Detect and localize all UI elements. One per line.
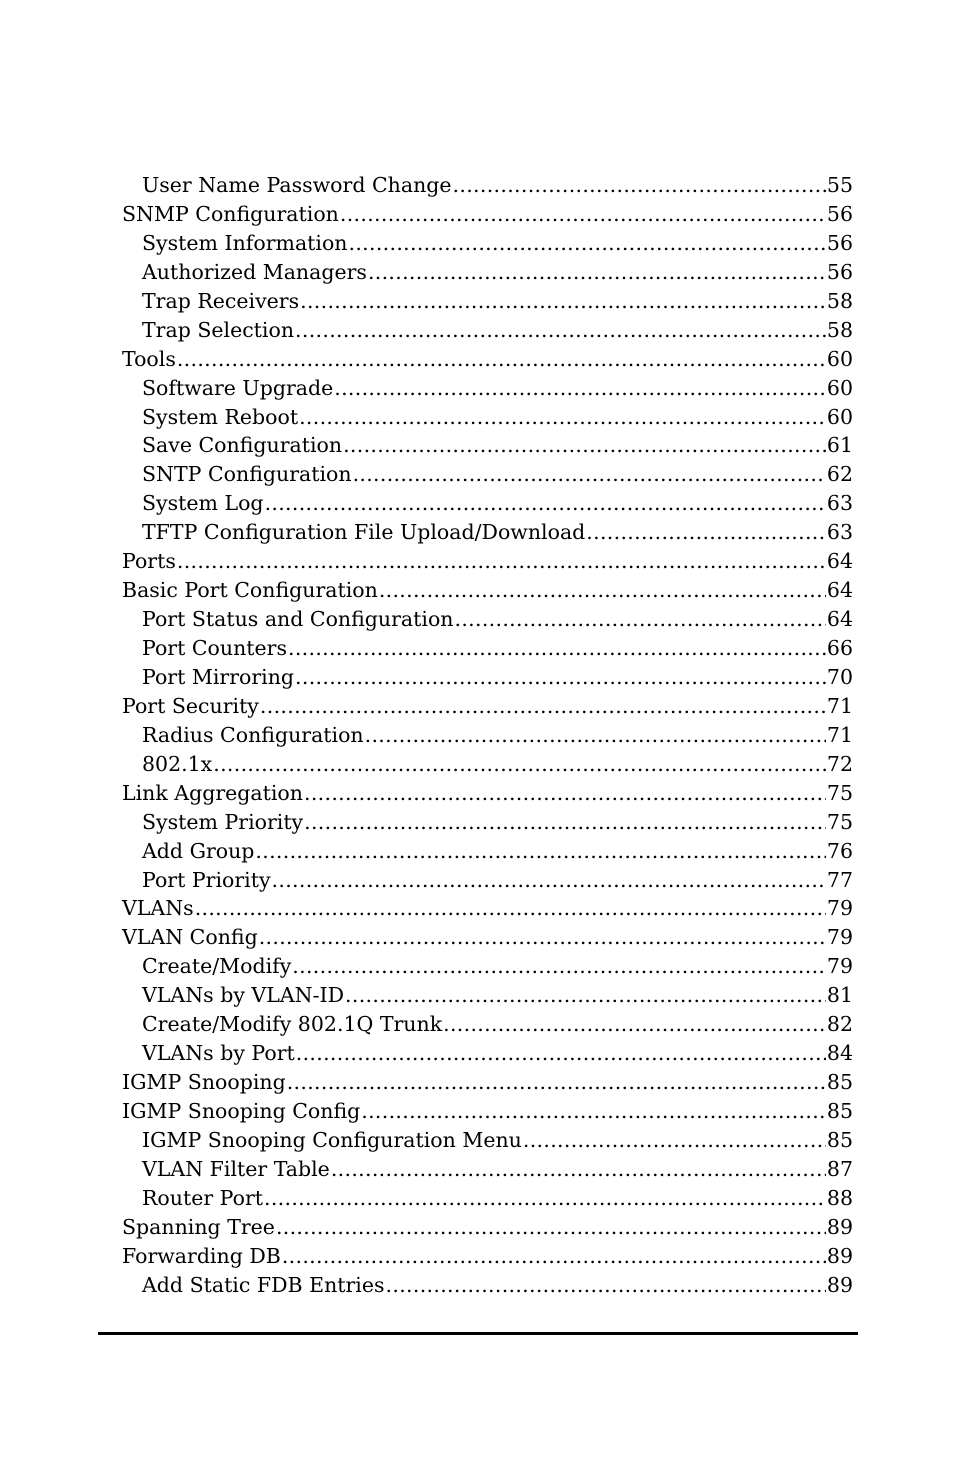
toc-entry-page-number: 77 (826, 867, 853, 892)
toc-entry-title: Trap Selection (142, 317, 295, 342)
toc-entry-page-number: 63 (826, 491, 853, 516)
toc-entry-page-number: 76 (826, 838, 853, 863)
toc-entry-title: Port Counters (142, 636, 287, 660)
toc-entry[interactable] (122, 1155, 853, 1184)
toc-entry[interactable] (122, 518, 853, 547)
toc-entry-title: VLANs by VLAN-ID (142, 983, 345, 1008)
toc-entry[interactable] (122, 721, 853, 750)
dot-leader (177, 547, 826, 576)
toc-entry-page-number: 64 (826, 607, 853, 632)
dot-leader (365, 721, 826, 750)
toc-entry-title: System Log (142, 491, 264, 516)
toc-entry-page-number: 85 (826, 1070, 853, 1095)
toc-entry-title: Authorized Managers (142, 259, 367, 284)
toc-entry-title: VLANs (122, 896, 194, 921)
toc-entry[interactable] (122, 1126, 853, 1155)
toc-entry-title: Router Port (142, 1185, 264, 1210)
toc-entry-page-number: 82 (826, 1012, 853, 1037)
toc-entry-title: User Name Password Change (142, 173, 452, 197)
dot-leader (292, 952, 826, 981)
toc-entry-page-number: 71 (826, 693, 853, 718)
toc-entry-page-number: 56 (826, 259, 853, 284)
toc-entry-page-number: 58 (826, 317, 853, 342)
toc-entry-title: SNTP Configuration (142, 462, 352, 487)
toc-entry-page-number: 81 (826, 983, 853, 1008)
dot-leader (345, 981, 826, 1010)
toc-entry-title: VLAN Filter Table (142, 1156, 330, 1181)
toc-entry-page-number: 79 (826, 896, 853, 921)
toc-entry-title: IGMP Snooping (122, 1070, 286, 1095)
dot-leader (288, 634, 826, 663)
dot-leader (195, 894, 826, 923)
footer-divider (98, 1332, 858, 1335)
toc-entry-title: Tools (122, 346, 176, 371)
toc-entry-page-number: 87 (826, 1156, 853, 1181)
dot-leader (453, 171, 826, 200)
dot-leader (386, 1271, 826, 1300)
toc-entry[interactable] (122, 605, 853, 634)
dot-leader (379, 576, 826, 605)
toc-entry[interactable] (122, 1068, 853, 1097)
toc-entry[interactable] (122, 1039, 853, 1068)
toc-entry-title: Create/Modify 802.1Q Trunk (142, 1012, 443, 1037)
dot-leader (304, 808, 826, 837)
dot-leader (443, 1010, 826, 1039)
dot-leader (299, 403, 826, 432)
dot-leader (177, 345, 826, 374)
toc-entry-page-number: 79 (826, 925, 853, 950)
toc-entry[interactable] (122, 1271, 853, 1300)
toc-entry-page-number: 66 (826, 636, 853, 660)
toc-entry[interactable] (122, 750, 853, 779)
toc-entry-title: IGMP Snooping Config (122, 1099, 361, 1123)
toc-entry-title: VLAN Config (122, 925, 258, 950)
toc-entry-page-number: 75 (826, 809, 853, 834)
toc-entry[interactable] (122, 316, 853, 345)
toc-entry-page-number: 85 (826, 1127, 853, 1152)
toc-entry[interactable] (122, 547, 853, 576)
dot-leader (264, 1184, 826, 1213)
dot-leader (265, 489, 826, 518)
dot-leader (295, 663, 826, 692)
toc-entry[interactable] (122, 1242, 853, 1271)
toc-entry-title: Add Static FDB Entries (142, 1272, 385, 1297)
toc-entry-title: Spanning Tree (122, 1214, 275, 1239)
toc-entry-title: IGMP Snooping Configuration Menu (142, 1127, 522, 1152)
toc-entry-page-number: 84 (826, 1041, 853, 1066)
toc-entry-title: Radius Configuration (142, 722, 364, 747)
toc-entry[interactable] (122, 692, 853, 721)
toc-entry-title: Software Upgrade (142, 375, 334, 400)
toc-entry[interactable] (122, 837, 853, 866)
toc-entry-title: Port Status and Configuration (142, 607, 454, 632)
toc-entry[interactable] (122, 431, 853, 460)
toc-entry-title: Add Group (142, 838, 255, 863)
dot-leader (259, 923, 826, 952)
toc-entry-title: System Priority (142, 809, 304, 834)
toc-entry-page-number: 71 (826, 722, 853, 747)
toc-entry[interactable] (122, 287, 853, 316)
toc-entry-page-number: 70 (826, 664, 853, 689)
toc-entry[interactable] (122, 808, 853, 837)
toc-entry-page-number: 60 (826, 404, 853, 429)
toc-entry-page-number: 64 (826, 549, 853, 574)
dot-leader (586, 518, 826, 547)
dot-leader (260, 692, 826, 721)
toc-entry[interactable] (122, 1184, 853, 1213)
toc-entry[interactable] (122, 663, 853, 692)
dot-leader (300, 287, 826, 316)
toc-entry-title: Create/Modify (142, 954, 292, 979)
toc-entry-page-number: 62 (826, 462, 853, 487)
toc-entry-title: Trap Receivers (142, 288, 300, 313)
toc-entry[interactable] (122, 345, 853, 374)
dot-leader (287, 1068, 826, 1097)
dot-leader (295, 316, 826, 345)
dot-leader (272, 866, 826, 895)
toc-entry-page-number: 60 (826, 346, 853, 371)
toc-entry[interactable] (122, 1010, 853, 1039)
dot-leader (282, 1242, 826, 1271)
dot-leader (340, 200, 826, 229)
table-of-contents (122, 171, 853, 1300)
toc-entry[interactable] (122, 229, 853, 258)
toc-entry-page-number: 56 (826, 230, 853, 255)
toc-entry-page-number: 63 (826, 520, 853, 545)
toc-entry-page-number: 56 (826, 201, 853, 226)
toc-entry[interactable] (122, 258, 853, 287)
dot-leader (353, 460, 826, 489)
toc-entry-page-number: 88 (826, 1185, 853, 1210)
toc-entry-title: 802.1x (142, 751, 213, 776)
toc-entry-page-number: 89 (826, 1243, 853, 1268)
toc-entry-title: Save Configuration (142, 433, 343, 458)
toc-entry-title: Link Aggregation (122, 780, 303, 805)
toc-entry[interactable] (122, 779, 853, 808)
toc-entry[interactable] (122, 923, 853, 952)
dot-leader (255, 837, 825, 866)
toc-entry-title: Forwarding DB (122, 1243, 281, 1268)
dot-leader (361, 1097, 826, 1126)
toc-entry[interactable] (122, 894, 853, 923)
toc-entry-page-number: 55 (826, 173, 853, 197)
toc-entry-title: TFTP Configuration File Upload/Download (142, 520, 586, 545)
toc-entry[interactable] (122, 1097, 853, 1126)
toc-entry-page-number: 64 (826, 578, 853, 603)
dot-leader (334, 374, 826, 403)
toc-entry-page-number: 61 (826, 433, 853, 458)
dot-leader (304, 779, 826, 808)
toc-entry[interactable] (122, 981, 853, 1010)
dot-leader (343, 431, 826, 460)
toc-entry-page-number: 89 (826, 1214, 853, 1239)
toc-entry[interactable] (122, 200, 853, 229)
dot-leader (349, 229, 826, 258)
dot-leader (296, 1039, 826, 1068)
toc-entry-title: Port Priority (142, 867, 271, 892)
toc-entry-page-number: 72 (826, 751, 853, 776)
toc-entry[interactable] (122, 489, 853, 518)
toc-entry[interactable] (122, 171, 853, 200)
toc-entry-page-number: 75 (826, 780, 853, 805)
toc-entry-title: System Information (142, 230, 348, 255)
toc-entry-title: Basic Port Configuration (122, 578, 378, 603)
toc-entry-title: System Reboot (142, 404, 299, 429)
toc-entry[interactable] (122, 1213, 853, 1242)
toc-entry[interactable] (122, 403, 853, 432)
dot-leader (213, 750, 826, 779)
toc-entry-page-number: 60 (826, 375, 853, 400)
toc-entry[interactable] (122, 576, 853, 605)
toc-entry[interactable] (122, 460, 853, 489)
toc-entry-title: SNMP Configuration (122, 201, 339, 226)
toc-entry-title: Ports (122, 549, 176, 574)
dot-leader (276, 1213, 826, 1242)
toc-entry-title: Port Security (122, 693, 259, 718)
toc-entry-page-number: 79 (826, 954, 853, 979)
toc-entry[interactable] (122, 634, 853, 663)
toc-entry[interactable] (122, 866, 853, 895)
dot-leader (368, 258, 826, 287)
dot-leader (455, 605, 826, 634)
dot-leader (331, 1155, 826, 1184)
toc-entry-page-number: 58 (826, 288, 853, 313)
toc-entry-page-number: 89 (826, 1272, 853, 1297)
toc-entry[interactable] (122, 374, 853, 403)
toc-entry-page-number: 85 (826, 1099, 853, 1123)
toc-entry-title: Port Mirroring (142, 664, 295, 689)
toc-entry[interactable] (122, 952, 853, 981)
toc-entry-title: VLANs by Port (142, 1041, 295, 1066)
dot-leader (523, 1126, 826, 1155)
